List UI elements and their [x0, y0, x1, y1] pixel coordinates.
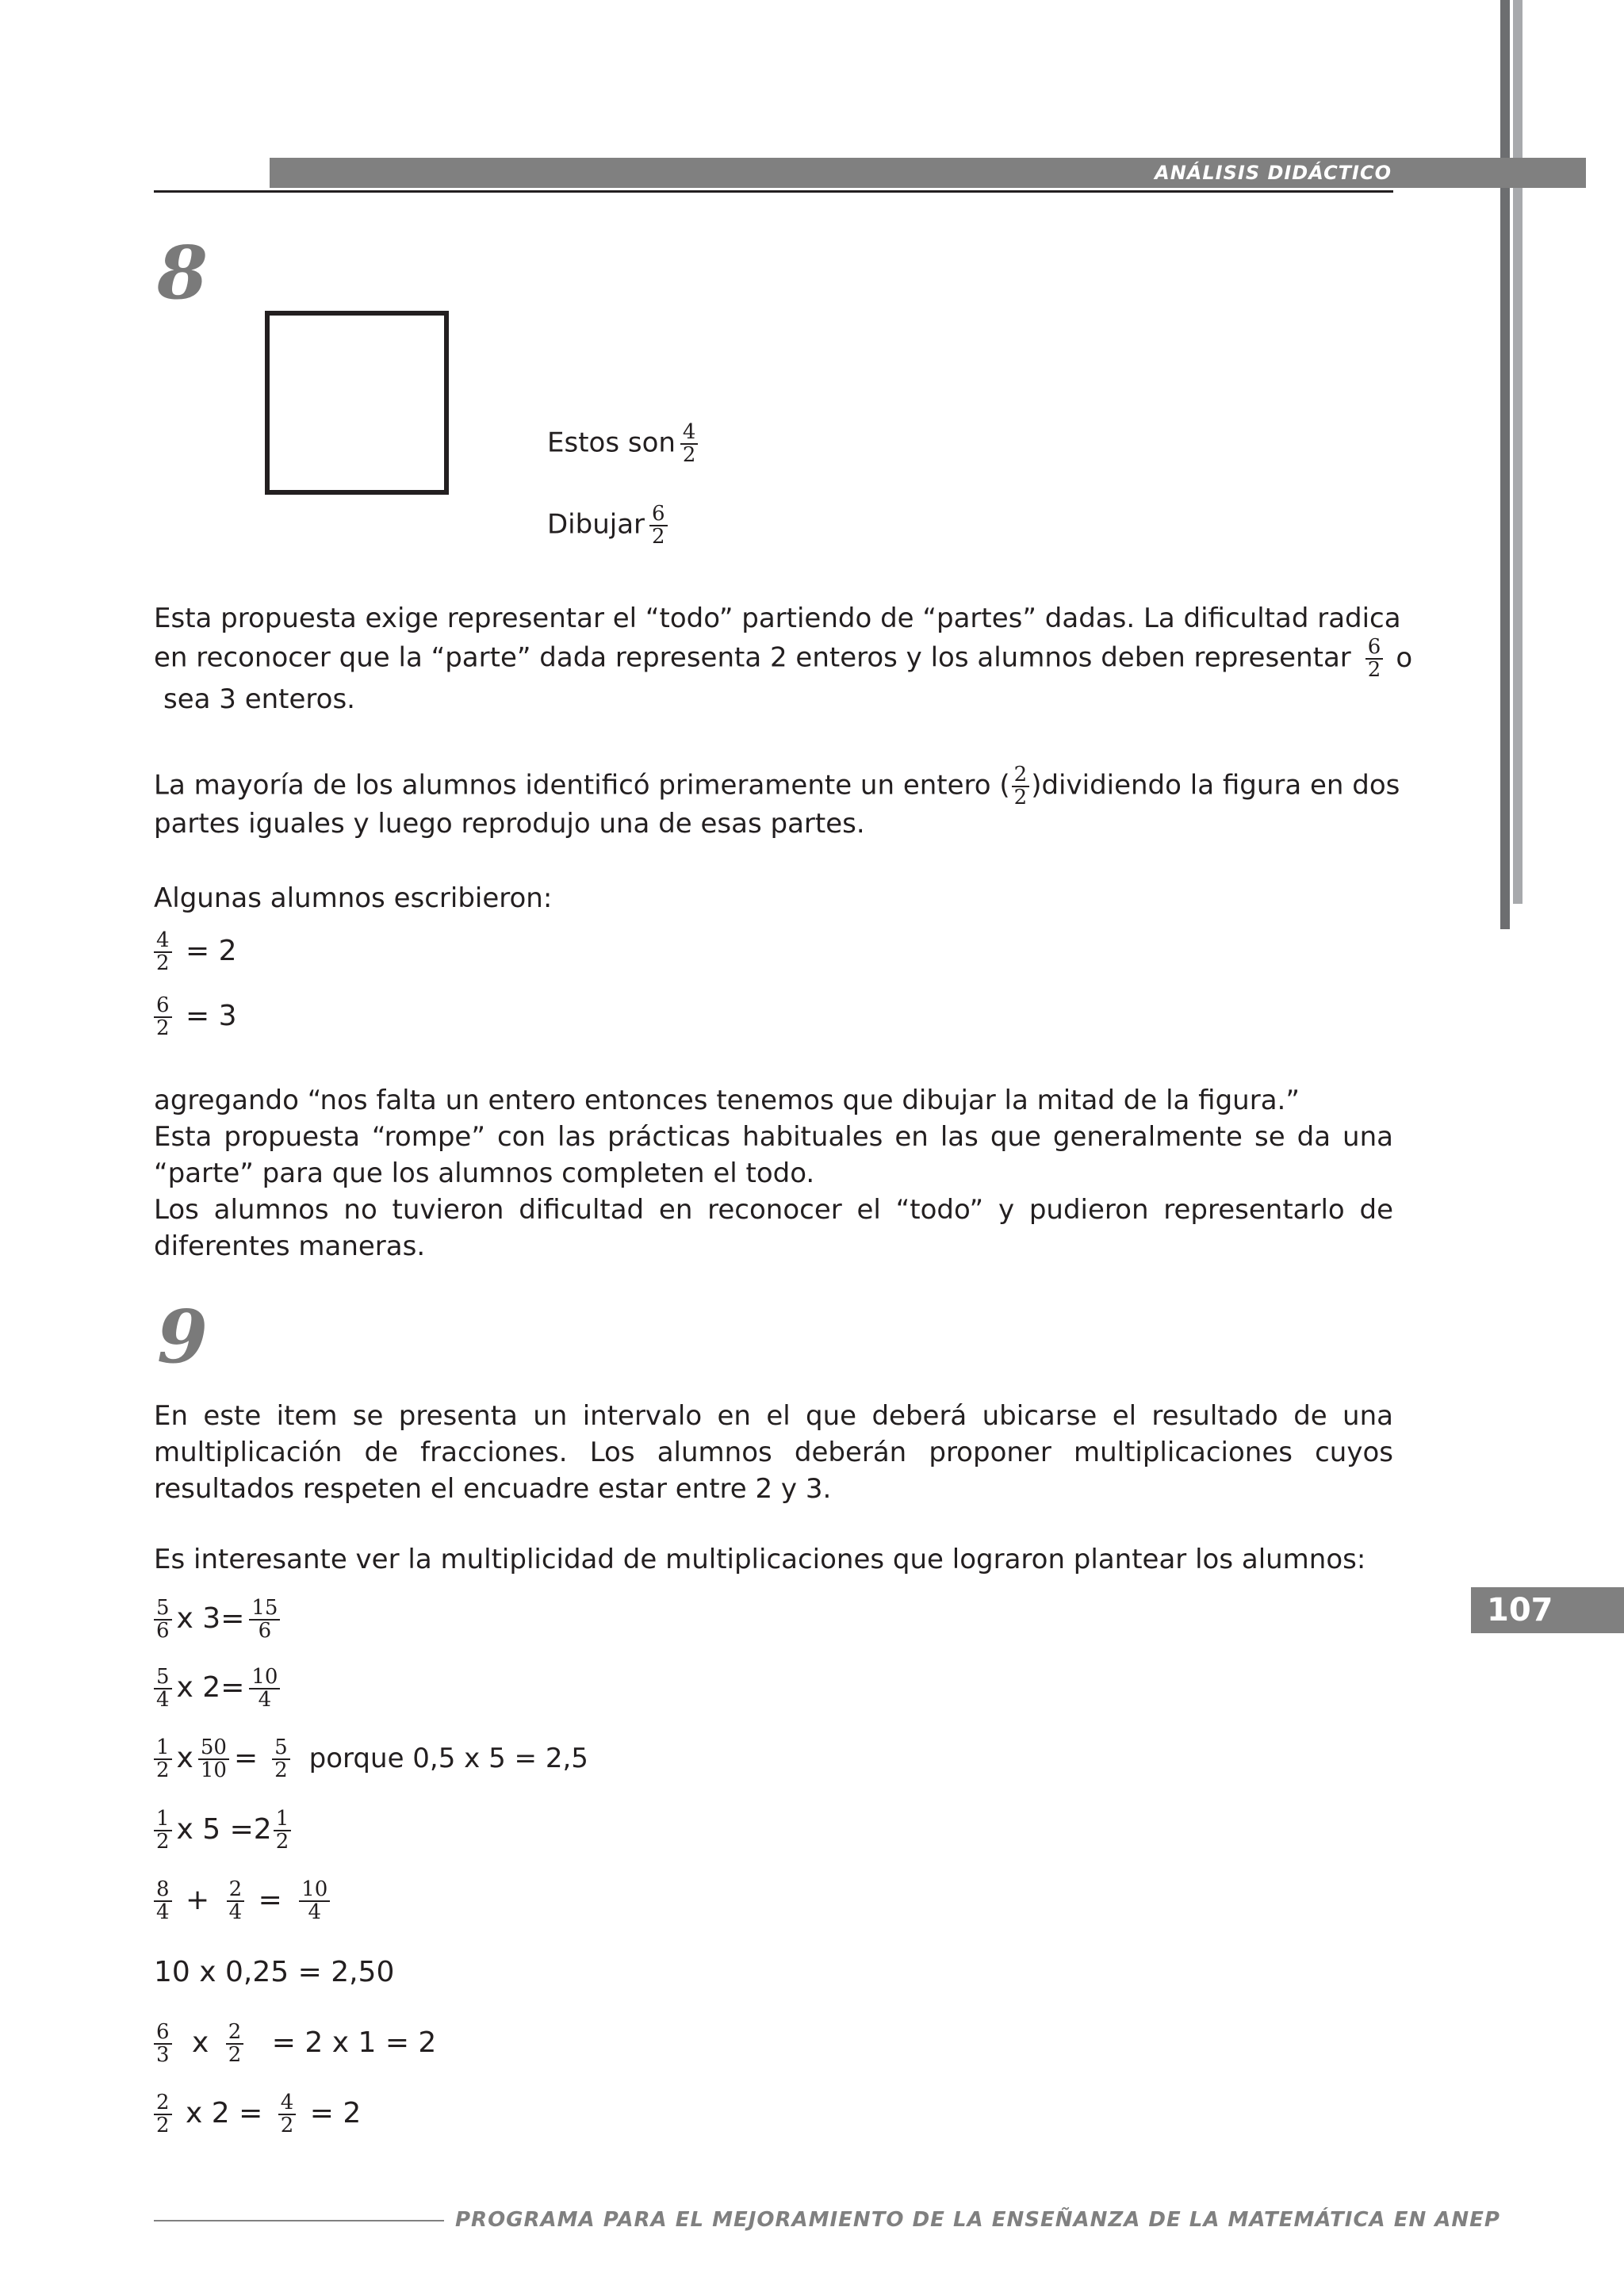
item-9-number: 9: [157, 1294, 209, 1380]
equation-6-over-2: $\frac{6}{2}$ = 3: [154, 993, 237, 1040]
footer-rule: [154, 2220, 444, 2221]
header-rule: [154, 190, 1393, 193]
example-equation-8: $\frac{2}{2}$ x 2 = $\frac{4}{2}$ = 2: [154, 2090, 361, 2137]
equation-4-over-2: $\frac{4}{2}$ = 2: [154, 928, 237, 975]
item8-paragraph-5: Esta propuesta “rompe” con las prácticas habituales en las que generalmente se da una “parte” para que los alumnos completen el todo.: [154, 1121, 1393, 1189]
header-section-title: ANÁLISIS DIDÁCTICO: [1155, 162, 1392, 184]
item8-paragraph-6: Los alumnos no tuvieron dificultad en reconocer el “todo” y pudieron representarlo de diferentes maneras.: [154, 1194, 1393, 1262]
dibujar-label: Dibujar: [547, 508, 645, 541]
page-number: 107: [1487, 1592, 1553, 1628]
square-figure: [265, 311, 449, 495]
fraction: $\frac{2}{2}$: [1012, 764, 1030, 809]
item8-paragraph-2a: La mayoría de los alumnos identificó primeramente un entero ( $\frac{2}{2}$ )dividiendo la figura en dos: [154, 763, 1400, 809]
item8-paragraph-1c: sea 3 enteros.: [163, 683, 355, 715]
item8-paragraph-3: Algunas alumnos escribieron:: [154, 882, 553, 914]
example-equation-2: $\frac{5}{4}$ x 2= $\frac{10}{4}$: [154, 1664, 285, 1712]
item9-paragraph-1: En este item se presenta un intervalo en el que deberá ubicarse el resultado de una multiplicación de fracciones. Los alumnos deberán proponer multiplicaciones cuyos resultados respeten el encuadre estar entre 2 y 3.: [154, 1400, 1393, 1505]
fraction: $\frac{4}{2}$: [680, 422, 699, 466]
example-equation-6: 10 x 0,25 = 2,50: [154, 1956, 395, 1988]
item8-paragraph-2b: partes iguales y luego reprodujo una de esas partes.: [154, 808, 865, 840]
item9-paragraph-2: Es interesante ver la multiplicidad de multiplicaciones que lograron plantear los alumnos:: [154, 1544, 1366, 1575]
decorative-vertical-bar-dark: [1500, 0, 1510, 929]
estos-label: Estos son: [547, 427, 676, 459]
item8-paragraph-1a: Esta propuesta exige representar el “todo” partiendo de “partes” dadas. La dificultad radica: [154, 603, 1401, 634]
item8-paragraph-1b: en reconocer que la “parte” dada representa 2 enteros y los alumnos deben representar $\frac{6}{2}$ o: [154, 635, 1413, 682]
decorative-vertical-bar-light: [1513, 0, 1522, 904]
example-equation-7: $\frac{6}{3}$ x $\frac{2}{2}$ = 2 x 1 = 2: [154, 2019, 436, 2067]
item8-paragraph-4: agregando “nos falta un entero entonces tenemos que dibujar la mitad de la figura.”: [154, 1085, 1300, 1116]
example-equation-1: $\frac{5}{6}$ x 3= $\frac{15}{6}$: [154, 1595, 285, 1643]
fraction: $\frac{6}{2}$: [1365, 637, 1384, 681]
estos-son-line: [547, 422, 703, 466]
item-8-number: 8: [157, 230, 209, 316]
example-equation-4: $\frac{1}{2}$ x 5 =2 $\frac{1}{2}$: [154, 1806, 296, 1854]
example-equation-3: $\frac{1}{2}$ x $\frac{50}{10}$ = $\frac{5}{2}$ porque 0,5 x 5 = 2,5: [154, 1735, 588, 1782]
example-equation-5: $\frac{8}{4}$ + $\frac{2}{4}$ = $\frac{10}{4}$: [154, 1877, 335, 1924]
dibujar-line: [547, 503, 672, 548]
footer-text: PROGRAMA PARA EL MEJORAMIENTO DE LA ENSEÑANZA DE LA MATEMÁTICA EN ANEP: [455, 2208, 1500, 2232]
fraction: $\frac{6}{2}$: [649, 503, 668, 548]
